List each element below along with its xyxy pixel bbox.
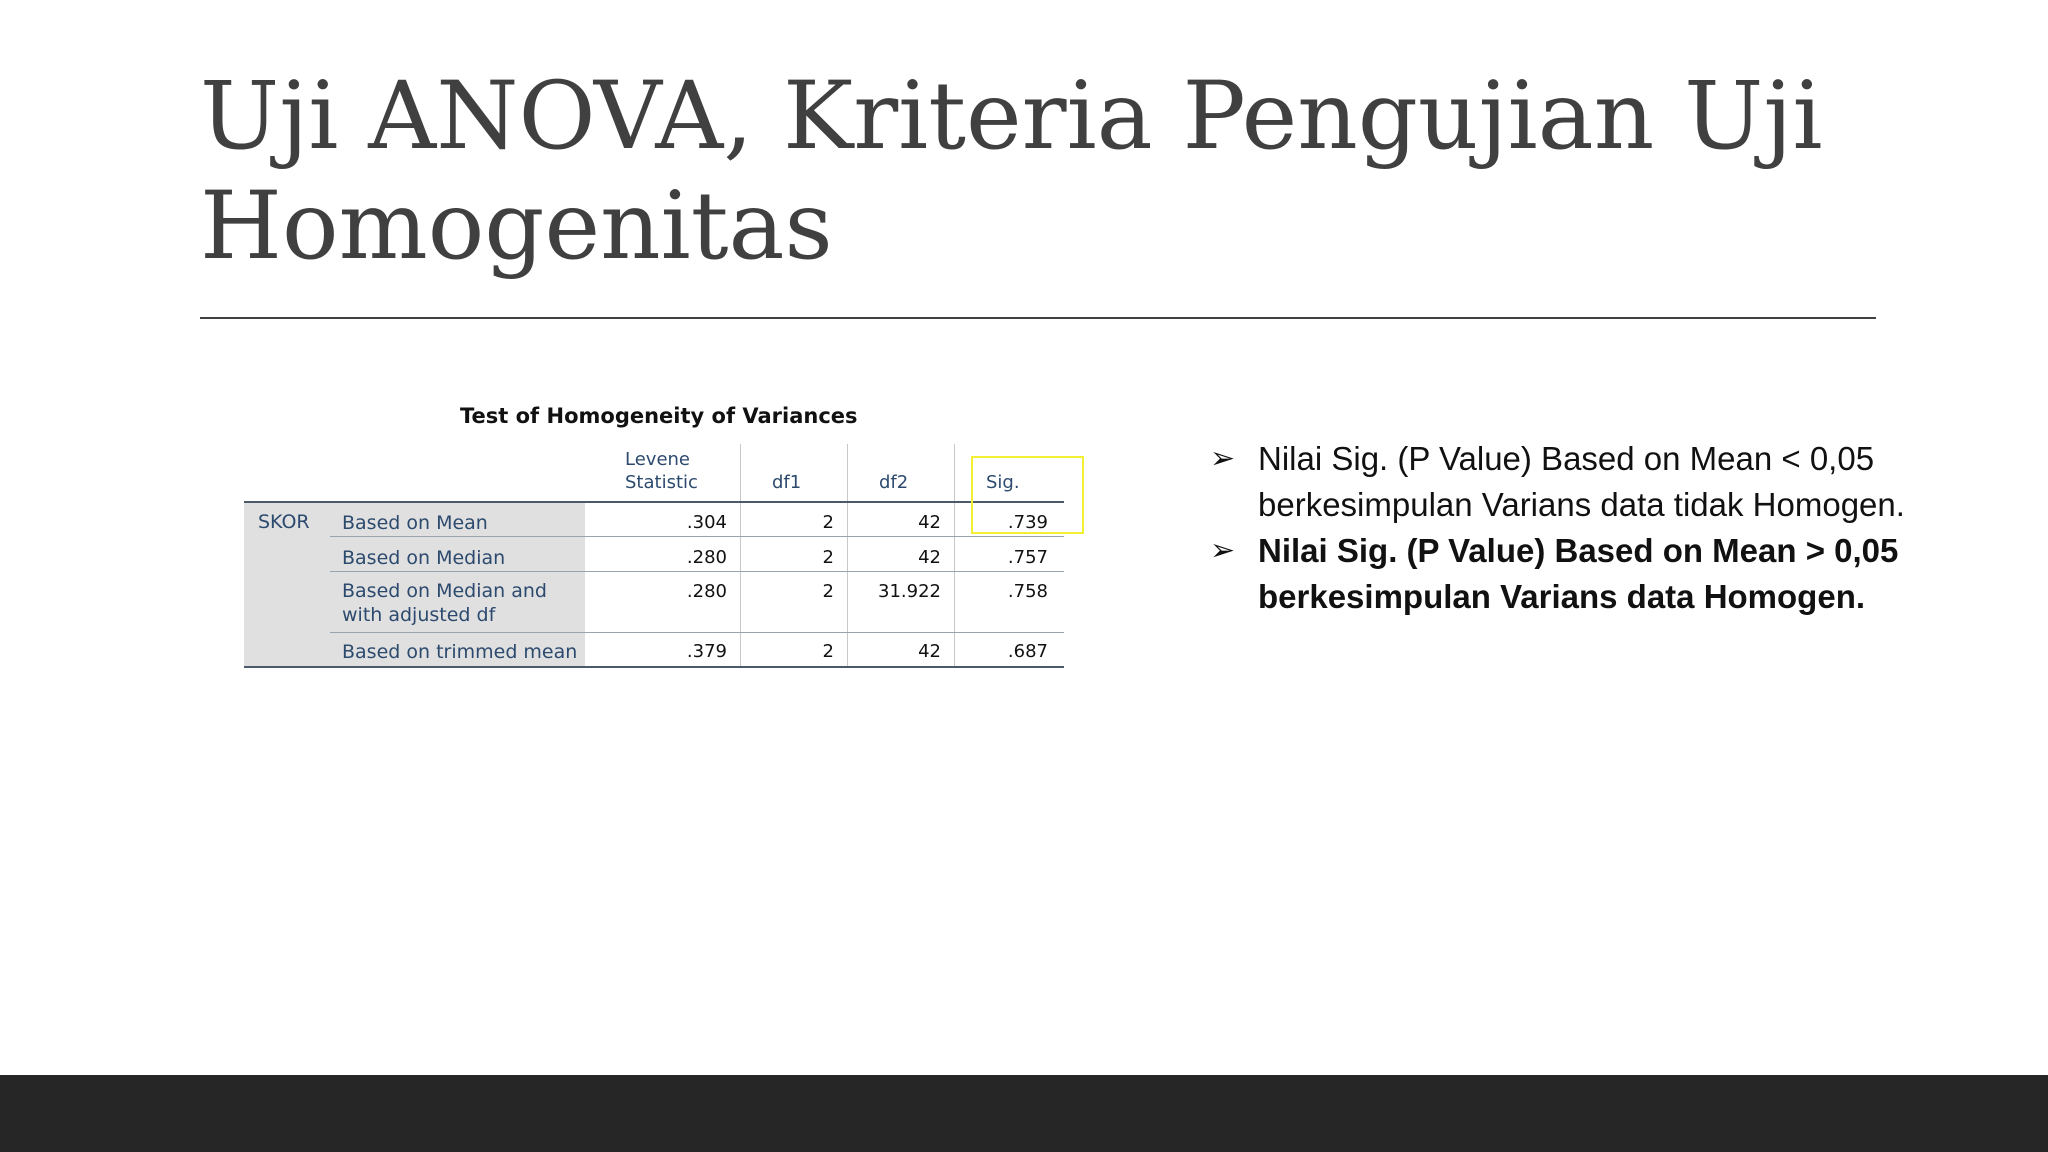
criteria-item-not-homogeneous <box>1210 436 1930 528</box>
arrow-bullet-icon: ➢ <box>1210 534 1236 567</box>
cell-levene: .280 <box>686 547 727 568</box>
row-label <box>342 579 547 627</box>
sig-highlight-box <box>971 456 1084 534</box>
table-bottom-rule <box>244 666 1064 668</box>
cell-levene: .280 <box>686 581 727 602</box>
header-rule <box>244 501 1064 503</box>
row-rule <box>330 632 1064 633</box>
slide-title-line2: Homogenitas <box>200 172 833 281</box>
row-rule <box>330 536 1064 537</box>
row-label: Based on Median <box>342 547 506 569</box>
cell-sig: .739 <box>1007 512 1048 533</box>
cell-sig: .758 <box>1007 581 1048 602</box>
slide-title-line1: Uji ANOVA, Kriteria Pengujian Uji <box>200 62 1823 171</box>
cell-df1: 2 <box>822 547 834 568</box>
cell-sig: .757 <box>1007 547 1048 568</box>
header-levene-line2: Statistic <box>625 472 698 493</box>
cell-df2: 42 <box>918 547 941 568</box>
cell-df2: 42 <box>918 512 941 533</box>
table-title: Test of Homogeneity of Variances <box>460 404 858 428</box>
header-levene-line1: Levene <box>625 449 690 470</box>
criteria-list <box>1210 436 1930 620</box>
header-df1: df1 <box>772 472 802 493</box>
title-divider <box>200 317 1876 319</box>
header-levene <box>625 448 735 494</box>
row-label: Based on Mean <box>342 512 488 534</box>
row-label-line1: Based on Median and <box>342 580 547 602</box>
footer-bar <box>0 1075 2048 1152</box>
cell-df2: 31.922 <box>878 581 941 602</box>
header-df2: df2 <box>879 472 909 493</box>
row-rule <box>330 571 1064 572</box>
cell-df1: 2 <box>822 641 834 662</box>
arrow-bullet-icon: ➢ <box>1210 442 1236 475</box>
cell-df1: 2 <box>822 512 834 533</box>
criteria-item-homogeneous <box>1210 528 1930 620</box>
row-label-line2: with adjusted df <box>342 604 496 626</box>
cell-df1: 2 <box>822 581 834 602</box>
slide-title <box>200 62 1900 282</box>
row-label: Based on trimmed mean <box>342 641 578 663</box>
header-sig: Sig. <box>986 472 1020 493</box>
group-label: SKOR <box>258 511 310 533</box>
cell-sig: .687 <box>1007 641 1048 662</box>
criteria-text: Nilai Sig. (P Value) Based on Mean < 0,05 berkesimpulan Varians data tidak Homogen. <box>1258 440 1905 523</box>
cell-df2: 42 <box>918 641 941 662</box>
cell-levene: .304 <box>686 512 727 533</box>
cell-levene: .379 <box>686 641 727 662</box>
criteria-text: Nilai Sig. (P Value) Based on Mean > 0,05 berkesimpulan Varians data Homogen. <box>1258 532 1899 615</box>
homogeneity-table <box>244 444 1064 668</box>
